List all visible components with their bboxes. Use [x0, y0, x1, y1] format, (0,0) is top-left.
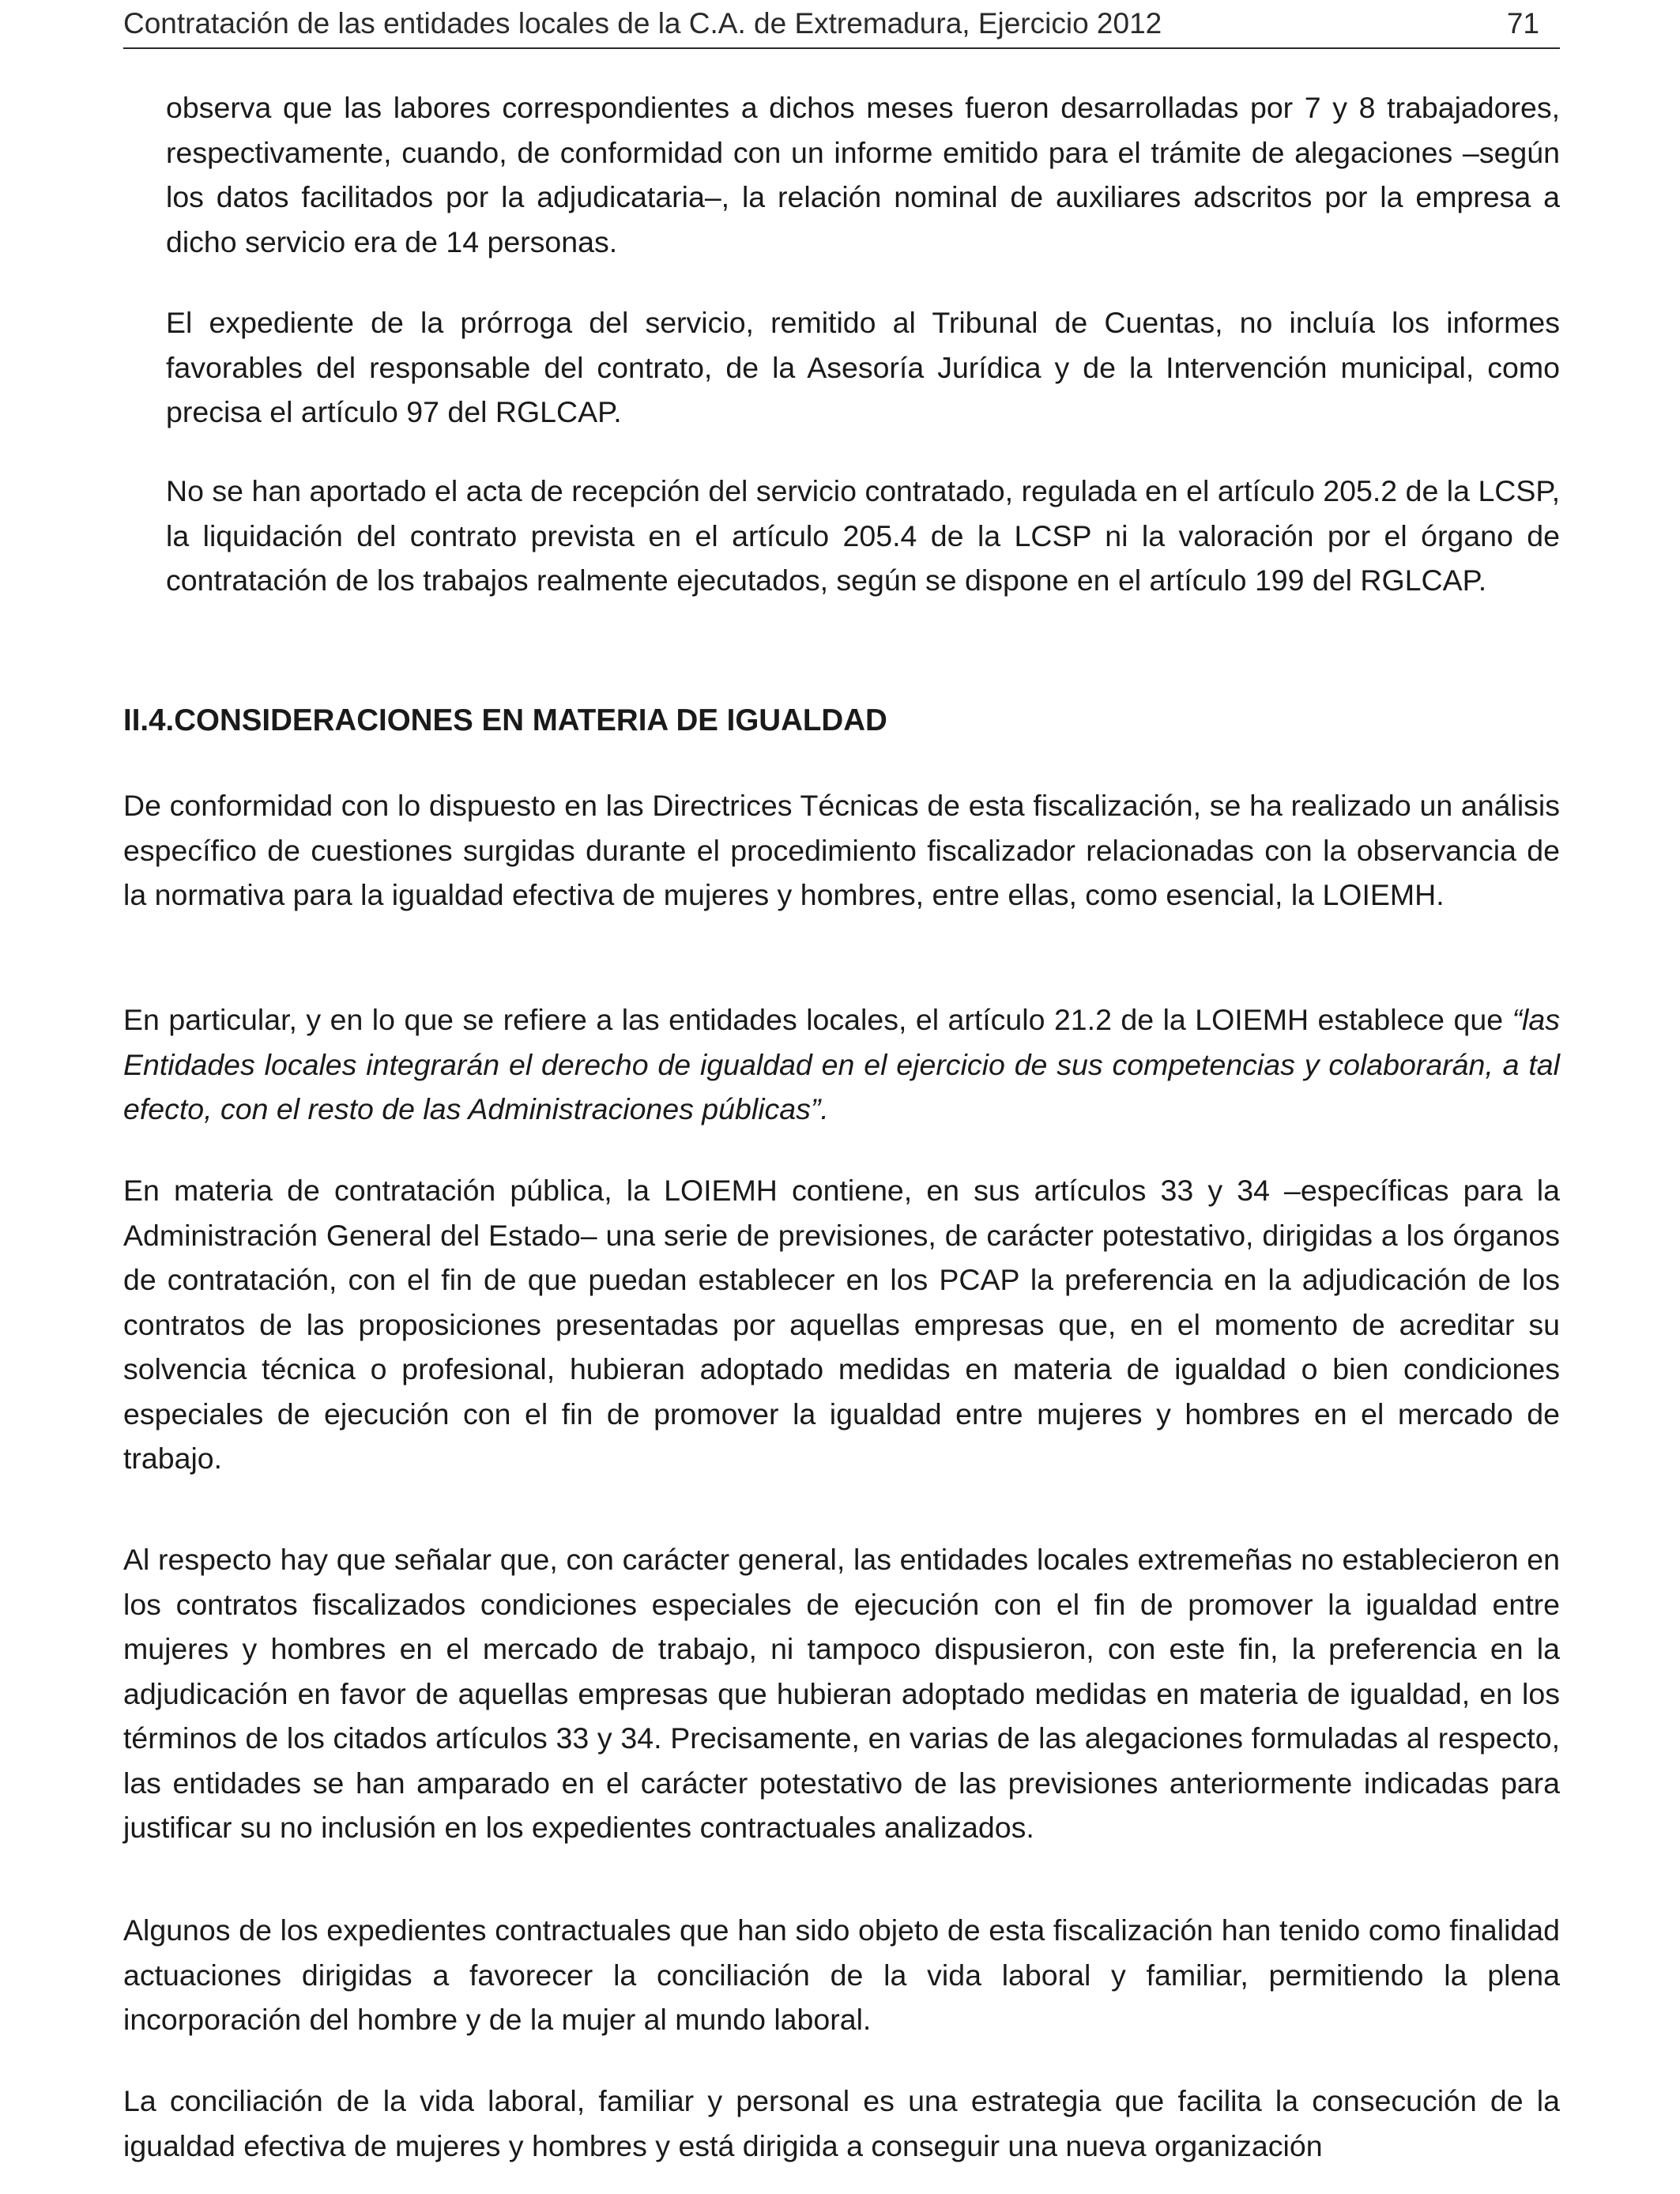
page-header — [123, 0, 1560, 49]
paragraph-continued: observa que las labores correspondientes a dichos meses fueron desarrolladas por 7 y 8 trabajadores, respectivamente, cuando, de conformidad con un informe emitido para el trámite de alegaciones –según los datos facilitados por la adjudicataria–, la relación nominal de auxiliares adscritos por la empresa a dicho servicio era de 14 personas. — [166, 91, 1560, 258]
paragraph-conciliacion-estrategia: La conciliación de la vida laboral, familiar y personal es una estrategia que facilita la consecución de la igualdad efectiva de mujeres y hombres y está dirigida a conseguir una nueva organización — [123, 2084, 1560, 2162]
page-number: 71 — [1506, 7, 1539, 40]
paragraph-conciliacion-expedientes: Algunos de los expedientes contractuales que han sido objeto de esta fiscalización han tenido como finalidad actuaciones dirigidas a favorecer la conciliación de la vida laboral y familiar, permitiendo la plena incorporación del hombre y de la mujer al mundo laboral. — [123, 1913, 1560, 2036]
document-title: Contratación de las entidades locales de la C.A. de Extremadura, Ejercicio 2012 — [123, 7, 1162, 40]
paragraph-contratacion-publica: En materia de contratación pública, la LOIEMH contiene, en sus artículos 33 y 34 –específicas para la Administración General del Estado– una serie de previsiones, de carácter potestativo, dirigidas a los órganos de contratación, con el fin de que puedan establecer en los PCAP la preferencia en la adjudicación de los contratos de las proposiciones presentadas por aquellas empresas que, en el momento de acreditar su solvencia técnica o profesional, hubieran adoptado medidas en materia de igualdad o bien condiciones especiales de ejecución con el fin de promover la igualdad entre mujeres y hombres en el mercado de trabajo. — [123, 1174, 1560, 1475]
paragraph-al-respecto: Al respecto hay que señalar que, con carácter general, las entidades locales extremeñas no establecieron en los contratos fiscalizados condiciones especiales de ejecución con el fin de promover la igualdad entre mujeres y hombres en el mercado de trabajo, ni tampoco dispusieron, con este fin, la preferencia en la adjudicación en favor de aquellas empresas que hubieran adoptado medidas en materia de igualdad, en los términos de los citados artículos 33 y 34. Precisamente, en varias de las alegaciones formuladas al respecto, las entidades se han amparado en el carácter potestativo de las previsiones anteriormente indicadas para justificar su no inclusión en los expedientes contractuales analizados. — [123, 1543, 1560, 1844]
paragraph-analisis: De conformidad con lo dispuesto en las Directrices Técnicas de esta fiscalización, se ha realizado un análisis específico de cuestiones surgidas durante el procedimiento fiscalizador relacionadas con la observancia de la normativa para la igualdad efectiva de mujeres y hombres, entre ellas, como esencial, la LOIEMH. — [123, 789, 1560, 911]
paragraph-articulo-21 — [123, 997, 1560, 1132]
paragraph-intro-text: En particular, y en lo que se refiere a las entidades locales, el artículo 21.2 de la LOIEMH establece que — [123, 1003, 1512, 1036]
paragraph-prorroga: El expediente de la prórroga del servicio, remitido al Tribunal de Cuentas, no incluía los informes favorables del responsable del contrato, de la Asesoría Jurídica y de la Intervención municipal, como precisa el artículo 97 del RGLCAP. — [166, 306, 1560, 428]
paragraph-acta-recepcion: No se han aportado el acta de recepción del servicio contratado, regulada en el artículo 205.2 de la LCSP, la liquidación del contrato prevista en el artículo 205.4 de la LCSP ni la valoración por el órgano de contratación de los trabajos realmente ejecutados, según se dispone en el artículo 199 del RGLCAP. — [166, 474, 1560, 597]
section-heading: II.4.CONSIDERACIONES EN MATERIA DE IGUALDAD — [123, 703, 887, 737]
legal-quote: “las Entidades locales integrarán el derecho de igualdad en el ejercicio de sus competencias y colaborarán, a tal efecto, con el resto de las Administraciones públicas”. — [123, 1003, 1560, 1125]
